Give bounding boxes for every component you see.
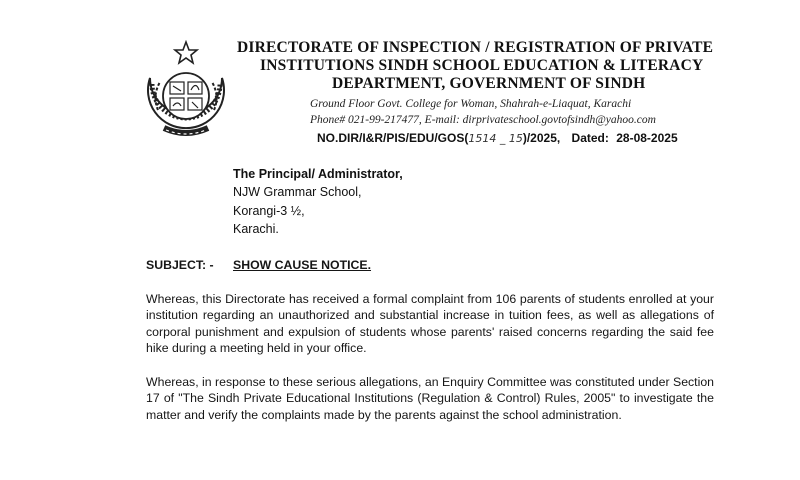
recipient-title: The Principal/ Administrator, [233, 167, 403, 181]
office-contact: Phone# 021-99-217477, E-mail: dirprivateschool.govtofsindh@yahoo.com [310, 114, 656, 126]
paragraph-1: Whereas, this Directorate has received a formal complaint from 106 parents of students enrolled at your institution regarding an unauthorized and substantial increase in tuition fees, as well as allegations of corporal punishment and expulsion of students whose parents' raised concerns regarding the said fee hike during a meeting held in your office. [146, 292, 714, 355]
subject-text: SHOW CAUSE NOTICE. [233, 258, 372, 272]
date-label: Dated: [571, 131, 609, 145]
seal-icon [138, 40, 234, 148]
recipient-line-1: NJW Grammar School, [233, 185, 362, 199]
reference-number [317, 131, 678, 145]
letterhead-line-2: INSTITUTIONS SINDH SCHOOL EDUCATION & LITERACY [260, 57, 704, 74]
subject-label: SUBJECT: - [146, 258, 214, 272]
reference-handwritten: 1514 _ 15 [468, 132, 523, 145]
office-address: Ground Floor Govt. College for Woman, Shahrah-e-Liaquat, Karachi [310, 98, 632, 110]
recipient-line-3: Karachi. [233, 222, 279, 236]
letterhead-line-1: DIRECTORATE OF INSPECTION / REGISTRATION OF PRIVATE [237, 39, 714, 56]
recipient-line-2: Korangi-3 ½, [233, 204, 305, 218]
government-seal [138, 40, 234, 148]
date-value: 28-08-2025 [616, 131, 678, 145]
letterhead-line-3: DEPARTMENT, GOVERNMENT OF SINDH [332, 75, 646, 92]
reference-suffix: )/2025, [522, 131, 561, 145]
paragraph-2: Whereas, in response to these serious allegations, an Enquiry Committee was constituted under Section 17 of "The Sindh Private Educational Institutions (Regulation & Control) Rules, 2005" to investigate the matter and verify the complaints made by the parents against the school administration. [146, 375, 715, 422]
reference-prefix: NO.DIR/I&R/PIS/EDU/GOS( [317, 131, 469, 145]
